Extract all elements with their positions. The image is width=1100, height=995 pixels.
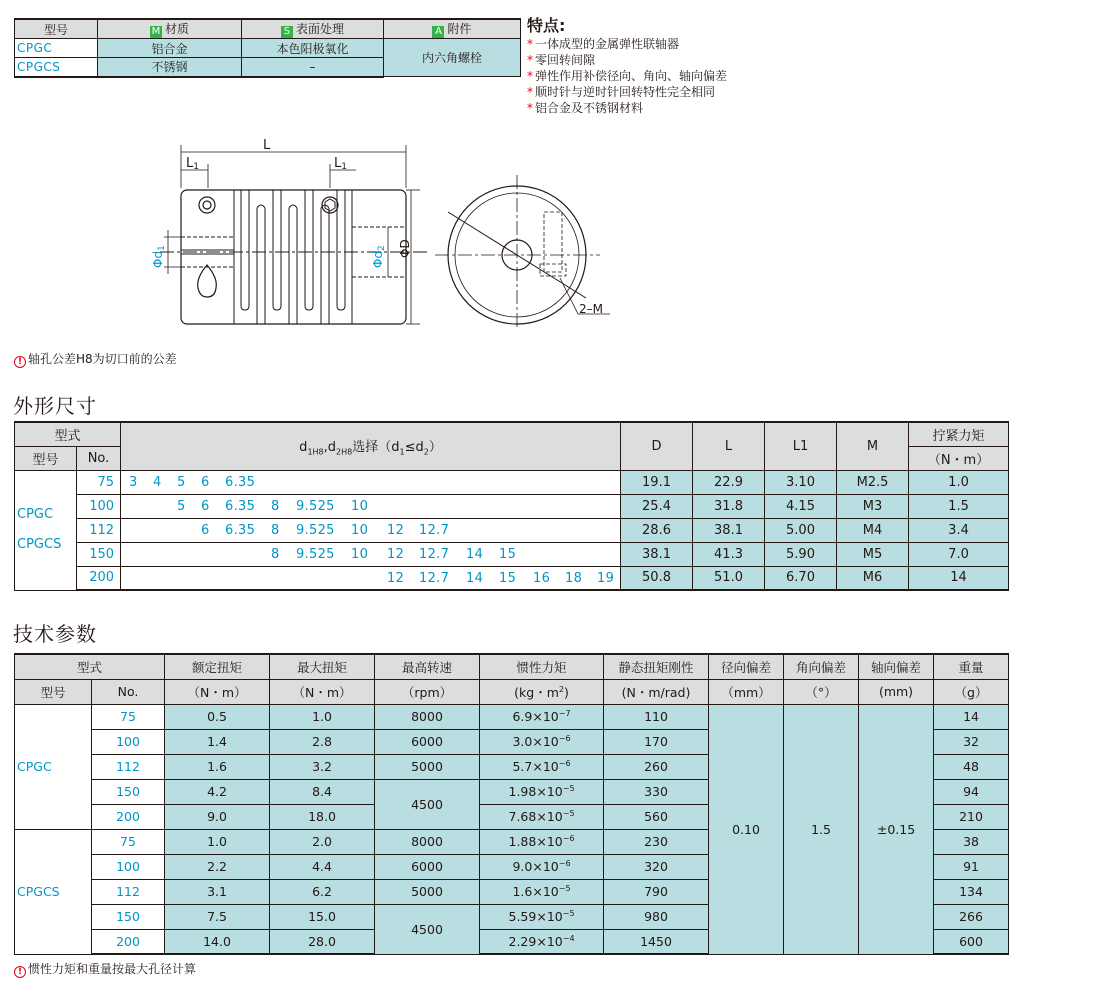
feature-item: * 弹性作用补偿径向、角向、轴向偏差 bbox=[527, 68, 745, 84]
bore-list: 5 6 6.35 8 9.525 10 bbox=[121, 494, 621, 518]
tech-no: 100 bbox=[92, 729, 165, 754]
tech-speed: 5000 bbox=[375, 754, 480, 779]
m-badge-icon: M bbox=[151, 26, 161, 37]
dims-L: 51.0 bbox=[693, 566, 765, 590]
dims-torque: 7.0 bbox=[909, 542, 1009, 566]
dims-table bbox=[14, 421, 1009, 591]
dims-M: M5 bbox=[837, 542, 909, 566]
unit-speed: （rpm） bbox=[375, 679, 480, 704]
tech-max: 3.2 bbox=[270, 754, 375, 779]
dims-M: M2.5 bbox=[837, 470, 909, 494]
tech-header-axial: 轴向偏差 bbox=[859, 654, 934, 679]
info-icon: ! bbox=[14, 356, 26, 368]
unit-inertia: (kg・$m^2$) bbox=[480, 679, 604, 704]
tech-no: 150 bbox=[92, 779, 165, 804]
tech-rated: 2.2 bbox=[165, 854, 270, 879]
tech-max: 1.0 bbox=[270, 704, 375, 729]
tech-max: 28.0 bbox=[270, 929, 375, 954]
note-tolerance: ! 轴孔公差H8为切口前的公差 bbox=[14, 352, 177, 368]
dims-header-torque-unit: （N・m） bbox=[909, 446, 1009, 470]
note-inertia: ! 惯性力矩和重量按最大孔径计算 bbox=[14, 962, 196, 978]
bore-list: 3 4 5 6 6.35 bbox=[121, 470, 621, 494]
tech-title: 技术参数 bbox=[13, 622, 97, 646]
tech-max: 6.2 bbox=[270, 879, 375, 904]
tech-rated: 4.2 bbox=[165, 779, 270, 804]
tech-stiff: 170 bbox=[604, 729, 709, 754]
tech-inertia: $1.88\times 10^{-6}$ bbox=[480, 829, 604, 854]
tech-header-inertia: 惯性力矩 bbox=[480, 654, 604, 679]
tech-rated: 0.5 bbox=[165, 704, 270, 729]
dims-no: 100 bbox=[77, 494, 121, 518]
tech-no: 150 bbox=[92, 904, 165, 929]
tech-no: 112 bbox=[92, 879, 165, 904]
tech-table bbox=[14, 653, 1009, 955]
material-value: 不锈钢 bbox=[98, 58, 242, 77]
tech-max: 2.8 bbox=[270, 729, 375, 754]
dims-header-torque: 拧紧力矩 bbox=[909, 422, 1009, 446]
bore-list: 6 6.35 8 9.525 10 12 12.7 bbox=[121, 518, 621, 542]
info-icon: ! bbox=[14, 966, 26, 978]
tech-rated: 14.0 bbox=[165, 929, 270, 954]
tech-inertia: $5.59\times 10^{-5}$ bbox=[480, 904, 604, 929]
dim-L1-left: L1 bbox=[186, 156, 199, 172]
material-value: 铝合金 bbox=[98, 39, 242, 58]
dims-L: 41.3 bbox=[693, 542, 765, 566]
model-code: CPGC bbox=[15, 39, 98, 58]
tech-max: 4.4 bbox=[270, 854, 375, 879]
tech-weight: 48 bbox=[934, 754, 1009, 779]
group-cpgc: CPGC bbox=[17, 507, 54, 522]
tech-stiff: 230 bbox=[604, 829, 709, 854]
tech-header-stiff: 静态扭矩刚性 bbox=[604, 654, 709, 679]
tech-inertia: $7.68\times 10^{-5}$ bbox=[480, 804, 604, 829]
tech-rated: 3.1 bbox=[165, 879, 270, 904]
dims-no: 75 bbox=[77, 470, 121, 494]
dims-L: 38.1 bbox=[693, 518, 765, 542]
unit-stiff: (N・m/rad) bbox=[604, 679, 709, 704]
tech-inertia: $6.9\times 10^{-7}$ bbox=[480, 704, 604, 729]
dim-M: 2–M bbox=[579, 302, 603, 316]
tech-weight: 91 bbox=[934, 854, 1009, 879]
unit-radial: （mm） bbox=[709, 679, 784, 704]
dims-header-type: 型式 bbox=[15, 422, 121, 446]
tech-header-angular: 角向偏差 bbox=[784, 654, 859, 679]
tech-rated: 9.0 bbox=[165, 804, 270, 829]
tech-header-weight: 重量 bbox=[934, 654, 1009, 679]
tech-rated: 1.0 bbox=[165, 829, 270, 854]
tech-stiff: 110 bbox=[604, 704, 709, 729]
tech-speed: 4500 bbox=[375, 904, 480, 954]
unit-angular: （°） bbox=[784, 679, 859, 704]
tech-weight: 94 bbox=[934, 779, 1009, 804]
dims-L1: 4.15 bbox=[765, 494, 837, 518]
tech-no: 100 bbox=[92, 854, 165, 879]
tech-no: 200 bbox=[92, 929, 165, 954]
dim-L: L bbox=[263, 138, 271, 153]
feature-item: * 铝合金及不锈钢材料 bbox=[527, 100, 827, 116]
dims-M: M4 bbox=[837, 518, 909, 542]
dims-L1: 3.10 bbox=[765, 470, 837, 494]
surface-value: 本色阳极氧化 bbox=[242, 39, 384, 58]
tech-weight: 14 bbox=[934, 704, 1009, 729]
tech-weight: 210 bbox=[934, 804, 1009, 829]
tech-stiff: 330 bbox=[604, 779, 709, 804]
tech-stiff: 260 bbox=[604, 754, 709, 779]
tech-angular: 1.5 bbox=[784, 704, 859, 954]
dims-D: 50.8 bbox=[621, 566, 693, 590]
tech-weight: 600 bbox=[934, 929, 1009, 954]
tech-max: 8.4 bbox=[270, 779, 375, 804]
dims-L1: 5.00 bbox=[765, 518, 837, 542]
tech-inertia: $1.98\times 10^{-5}$ bbox=[480, 779, 604, 804]
tech-header-speed: 最高转速 bbox=[375, 654, 480, 679]
tech-max: 18.0 bbox=[270, 804, 375, 829]
tech-speed: 6000 bbox=[375, 729, 480, 754]
dims-L1: 5.90 bbox=[765, 542, 837, 566]
tech-speed: 4500 bbox=[375, 779, 480, 829]
header-accessory: A 附件 bbox=[384, 19, 521, 39]
tech-speed: 8000 bbox=[375, 829, 480, 854]
dims-header-no: No. bbox=[77, 446, 121, 470]
tech-no: 112 bbox=[92, 754, 165, 779]
header-model: 型号 bbox=[15, 19, 98, 39]
dims-header-model: 型号 bbox=[15, 446, 77, 470]
tech-stiff: 790 bbox=[604, 879, 709, 904]
tech-no: 200 bbox=[92, 804, 165, 829]
tech-header-no: No. bbox=[92, 679, 165, 704]
tech-max: 2.0 bbox=[270, 829, 375, 854]
tech-speed: 6000 bbox=[375, 854, 480, 879]
dims-no: 150 bbox=[77, 542, 121, 566]
tech-rated: 1.4 bbox=[165, 729, 270, 754]
header-material: M 材质 bbox=[98, 19, 242, 39]
s-badge-icon: S bbox=[281, 26, 293, 38]
dims-title: 外形尺寸 bbox=[13, 394, 97, 418]
tech-stiff: 1450 bbox=[604, 929, 709, 954]
tech-header-max: 最大扭矩 bbox=[270, 654, 375, 679]
tech-weight: 38 bbox=[934, 829, 1009, 854]
dims-D: 25.4 bbox=[621, 494, 693, 518]
tech-max: 15.0 bbox=[270, 904, 375, 929]
dims-group-cell bbox=[15, 470, 77, 590]
features-title: 特点: bbox=[527, 16, 566, 35]
dims-torque: 3.4 bbox=[909, 518, 1009, 542]
material-table bbox=[14, 18, 521, 78]
tech-weight: 134 bbox=[934, 879, 1009, 904]
dims-L: 22.9 bbox=[693, 470, 765, 494]
tech-axial: ±0.15 bbox=[859, 704, 934, 954]
feature-item: * 一体成型的金属弹性联轴器 bbox=[527, 36, 827, 52]
tech-stiff: 320 bbox=[604, 854, 709, 879]
dims-L: 31.8 bbox=[693, 494, 765, 518]
dims-torque: 14 bbox=[909, 566, 1009, 590]
tech-rated: 7.5 bbox=[165, 904, 270, 929]
dim-D: ΦD bbox=[398, 239, 412, 258]
dims-header-bore: $d_{1H8},d_{2H8}$选择$(d_1\le d_2)$ bbox=[121, 422, 621, 470]
dims-header-L1: L1 bbox=[765, 422, 837, 470]
tech-inertia: $1.6\times 10^{-5}$ bbox=[480, 879, 604, 904]
feature-item: * 零回转间隙 bbox=[527, 52, 827, 68]
tech-rated: 1.6 bbox=[165, 754, 270, 779]
features-block bbox=[527, 16, 827, 116]
accessory-value: 内六角螺栓 bbox=[384, 39, 521, 77]
dim-d2: Φd2 bbox=[371, 245, 387, 268]
dims-no: 112 bbox=[77, 518, 121, 542]
model-code: CPGCS bbox=[15, 58, 98, 77]
tech-group-cpgc: CPGC bbox=[15, 704, 92, 829]
tech-header-rated: 额定扭矩 bbox=[165, 654, 270, 679]
tech-speed: 8000 bbox=[375, 704, 480, 729]
dims-D: 38.1 bbox=[621, 542, 693, 566]
tech-inertia: $3.0\times 10^{-6}$ bbox=[480, 729, 604, 754]
surface-value: – bbox=[242, 58, 384, 77]
tech-inertia: $2.29\times 10^{-4}$ bbox=[480, 929, 604, 954]
tech-speed: 5000 bbox=[375, 879, 480, 904]
tech-weight: 266 bbox=[934, 904, 1009, 929]
tech-weight: 32 bbox=[934, 729, 1009, 754]
tech-group-cpgcs: CPGCS bbox=[15, 829, 92, 954]
dims-torque: 1.5 bbox=[909, 494, 1009, 518]
bore-list: 8 9.525 10 12 12.7 14 15 bbox=[121, 542, 621, 566]
tech-stiff: 560 bbox=[604, 804, 709, 829]
feature-item: * 顺时针与逆时针回转特性完全相同 bbox=[527, 84, 827, 100]
tech-no: 75 bbox=[92, 829, 165, 854]
unit-weight: （g） bbox=[934, 679, 1009, 704]
dims-torque: 1.0 bbox=[909, 470, 1009, 494]
tech-header-radial: 径向偏差 bbox=[709, 654, 784, 679]
dims-M: M6 bbox=[837, 566, 909, 590]
dims-header-D: D bbox=[621, 422, 693, 470]
bore-list: 12 12.7 14 15 16 18 19 bbox=[121, 566, 621, 590]
screw-icon bbox=[199, 197, 215, 213]
dims-header-M: M bbox=[837, 422, 909, 470]
features-list bbox=[527, 36, 827, 116]
unit-rated: （N・m） bbox=[165, 679, 270, 704]
dims-no: 200 bbox=[77, 566, 121, 590]
a-badge-icon: A bbox=[432, 26, 444, 38]
tech-radial: 0.10 bbox=[709, 704, 784, 954]
tech-inertia: $9.0\times 10^{-6}$ bbox=[480, 854, 604, 879]
dims-D: 28.6 bbox=[621, 518, 693, 542]
tech-header-model: 型号 bbox=[15, 679, 92, 704]
coupling-drawing bbox=[130, 130, 630, 330]
unit-max: （N・m） bbox=[270, 679, 375, 704]
tech-inertia: $5.7\times 10^{-6}$ bbox=[480, 754, 604, 779]
tech-header-type: 型式 bbox=[15, 654, 165, 679]
dims-L1: 6.70 bbox=[765, 566, 837, 590]
header-surface: S 表面处理 bbox=[242, 19, 384, 39]
dim-L1-right: L1 bbox=[334, 156, 347, 172]
dim-d1: Φd1 bbox=[151, 245, 167, 268]
tech-stiff: 980 bbox=[604, 904, 709, 929]
dims-M: M3 bbox=[837, 494, 909, 518]
tech-no: 75 bbox=[92, 704, 165, 729]
unit-axial: (mm) bbox=[859, 679, 934, 704]
group-cpgcs: CPGCS bbox=[17, 537, 62, 552]
dims-D: 19.1 bbox=[621, 470, 693, 494]
dims-header-L: L bbox=[693, 422, 765, 470]
